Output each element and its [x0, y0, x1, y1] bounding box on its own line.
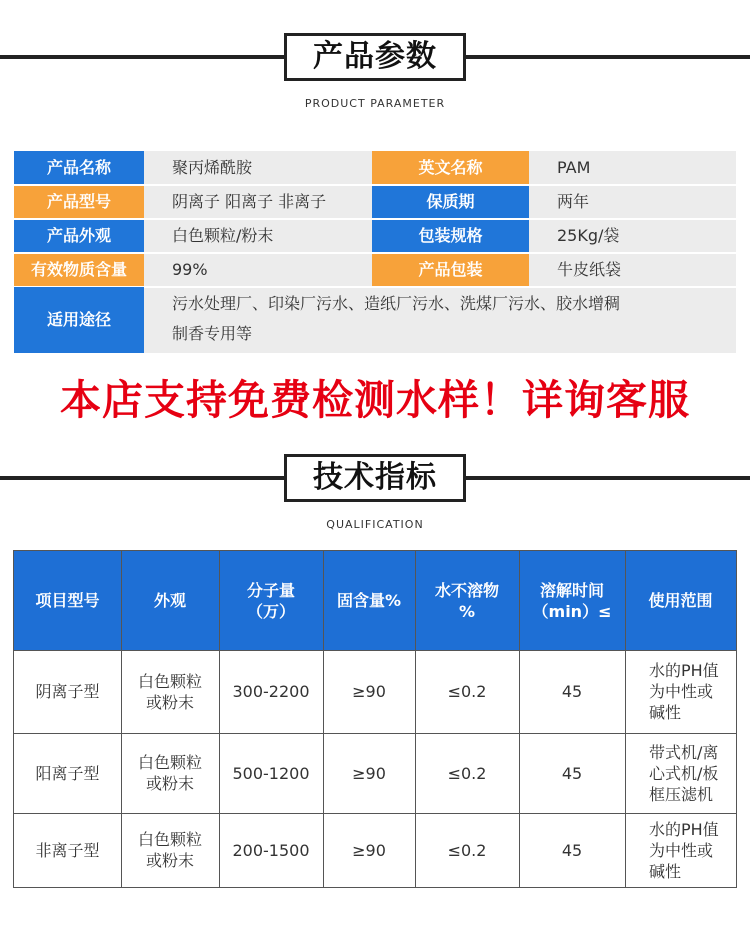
qualification-cell: ≤0.2 [447, 840, 487, 860]
param-usage-line: 污水处理厂、印染厂污水、造纸厂污水、洗煤厂污水、胶水增稠 [172, 294, 621, 313]
param-usage-line: 制香专用等 [172, 324, 253, 343]
column-divider [625, 551, 626, 887]
param-label: 产品包装 [372, 253, 529, 287]
qualification-cell: 45 [561, 682, 583, 701]
param-label: 包装规格 [372, 219, 529, 253]
qualification-cell: 非离子型 [35, 840, 100, 860]
param-label: 保质期 [372, 185, 529, 219]
column-divider [415, 551, 416, 887]
qualification-header-cell: 项目型号 [35, 591, 100, 610]
param-label-usage: 适用途径 [14, 287, 144, 353]
qualification-header-cell: 外观 [153, 591, 186, 610]
row-divider [14, 813, 736, 814]
heading-rule-right [466, 476, 750, 480]
qualification-header-cell: 水不溶物 % [434, 580, 499, 621]
param-value: PAM [557, 158, 591, 177]
qualification-cell: 白色颗粒 或粉末 [137, 753, 202, 793]
heading-rule-right [466, 55, 750, 59]
qualification-cell: 阳离子型 [35, 763, 100, 783]
param-label: 英文名称 [372, 151, 529, 185]
qualification-header-cell: 分子量 （万） [246, 580, 295, 621]
qualification-cell: 45 [561, 840, 583, 860]
qualification-cell: 300-2200 [232, 682, 310, 701]
qualification-cell: ≥90 [352, 682, 386, 701]
heading-rule-left [0, 55, 284, 59]
qualification-cell-scope: 水的PH值 为中性或 碱性 [649, 819, 719, 881]
param-label: 产品名称 [14, 151, 144, 185]
section-subtitle: PRODUCT PARAMETER [304, 97, 446, 110]
qualification-cell-scope: 水的PH值 为中性或 碱性 [649, 661, 719, 722]
row-separator [14, 184, 736, 186]
parameter-table [14, 151, 736, 353]
qualification-table [13, 550, 737, 888]
qualification-cell: ≥90 [352, 763, 386, 783]
row-separator [14, 252, 736, 254]
column-divider [323, 551, 324, 887]
row-separator [14, 218, 736, 220]
param-value: 阴离子 阳离子 非离子 [172, 192, 327, 211]
qualification-cell: ≥90 [352, 840, 386, 860]
qualification-cell: 45 [561, 763, 583, 783]
param-label: 有效物质含量 [14, 253, 144, 287]
row-divider [14, 733, 736, 734]
qualification-cell: 阴离子型 [35, 682, 100, 701]
param-value: 两年 [557, 192, 590, 211]
qualification-cell: ≤0.2 [447, 682, 487, 701]
section-title: 技术指标 [284, 454, 466, 502]
qualification-header-cell: 固含量% [336, 591, 402, 610]
column-divider [219, 551, 220, 887]
param-label: 产品型号 [14, 185, 144, 219]
promo-banner: 本店支持免费检测水样！详询客服 [60, 376, 690, 424]
qualification-header-cell: 溶解时间 （min）≤ [532, 580, 612, 621]
qualification-cell: 500-1200 [232, 763, 310, 783]
param-value: 牛皮纸袋 [557, 260, 622, 279]
param-value: 白色颗粒/粉末 [172, 226, 274, 245]
column-divider [519, 551, 520, 887]
param-value: 25Kg/袋 [557, 226, 620, 245]
qualification-cell: 白色颗粒 或粉末 [137, 830, 202, 870]
section-subtitle: QUALIFICATION [326, 518, 424, 531]
section-title: 产品参数 [284, 33, 466, 81]
qualification-cell: 白色颗粒 或粉末 [137, 671, 202, 712]
param-value: 聚丙烯酰胺 [172, 158, 253, 177]
param-label: 产品外观 [14, 219, 144, 253]
row-divider [14, 650, 736, 651]
qualification-header-cell: 使用范围 [648, 591, 713, 610]
heading-rule-left [0, 476, 284, 480]
qualification-cell-scope: 带式机/离 心式机/板 框压滤机 [649, 742, 719, 804]
qualification-cell: ≤0.2 [447, 763, 487, 783]
qualification-cell: 200-1500 [232, 840, 310, 860]
param-value: 99% [172, 260, 208, 279]
column-divider [121, 551, 122, 887]
